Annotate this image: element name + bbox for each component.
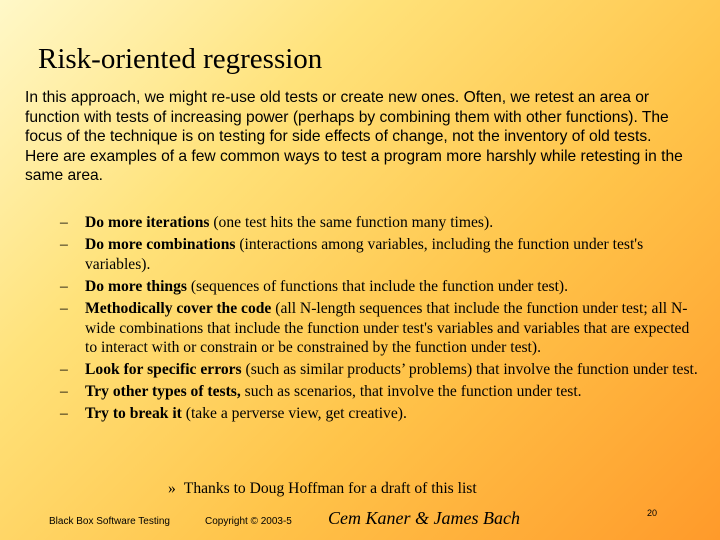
credit-line: [168, 479, 477, 498]
list-item: [60, 277, 700, 297]
dash-marker: –: [60, 405, 68, 423]
intro-text: [25, 88, 697, 186]
list-item: [60, 213, 700, 233]
dash-marker: –: [60, 214, 68, 231]
intro-paragraph: In this approach, we might re-use old tests or create new ones. Often, we retest an area or function with tests of increasing power (perhaps by combining them with other functions). The focus of the technique is on testing for side effects of change, not the inventory of old tests.: [25, 89, 669, 145]
list-item: [60, 404, 700, 424]
list-item: [60, 235, 700, 275]
list-item: [60, 360, 700, 380]
credit-marker: »: [168, 480, 176, 497]
dash-marker: –: [60, 361, 68, 379]
item-heading: Try other types of tests,: [85, 383, 241, 401]
footer-authors: Cem Kaner & James Bach: [328, 508, 520, 528]
item-heading: Try to break it: [85, 405, 182, 423]
list-item: [60, 382, 700, 402]
intro-paragraph: Here are examples of a few common ways to test a program more harshly while retesting in the same area.: [25, 147, 683, 184]
item-text: (interactions among variables, including the function under test's variables).: [85, 235, 644, 273]
footer-course: Black Box Software Testing: [49, 516, 170, 527]
credit-text: Thanks to Doug Hoffman for a draft of this list: [183, 480, 477, 497]
item-heading: Do more iterations: [85, 214, 210, 231]
item-text: (one test hits the same function many times).: [209, 214, 494, 231]
dash-marker: –: [60, 383, 68, 401]
item-heading: Do more things: [85, 277, 187, 295]
footer-copyright: Copyright © 2003-5: [205, 516, 292, 527]
dash-marker: –: [60, 277, 68, 295]
item-text: (such as similar products’ problems) that involve the function under test.: [241, 361, 698, 379]
list-item: [60, 299, 700, 358]
item-heading: Look for specific errors: [85, 361, 242, 379]
dash-marker: –: [60, 299, 68, 317]
item-heading: Do more combinations: [85, 235, 236, 253]
dash-marker: –: [60, 235, 68, 253]
page-number: 20: [647, 508, 658, 518]
item-text: (take a perverse view, get creative).: [181, 405, 407, 423]
examples-list: [60, 213, 700, 426]
item-text: (sequences of functions that include the function under test).: [186, 277, 569, 295]
item-text: (all N-length sequences that include the function under test; all N-wide combinations that include the function under test's variables and variables that are expected to interact with or constrain or be constrained by the function under test).: [85, 299, 690, 357]
item-heading: Methodically cover the code: [85, 299, 272, 317]
item-text: such as scenarios, that involve the function under test.: [240, 383, 582, 401]
slide-title: Risk-oriented regression: [38, 43, 323, 75]
